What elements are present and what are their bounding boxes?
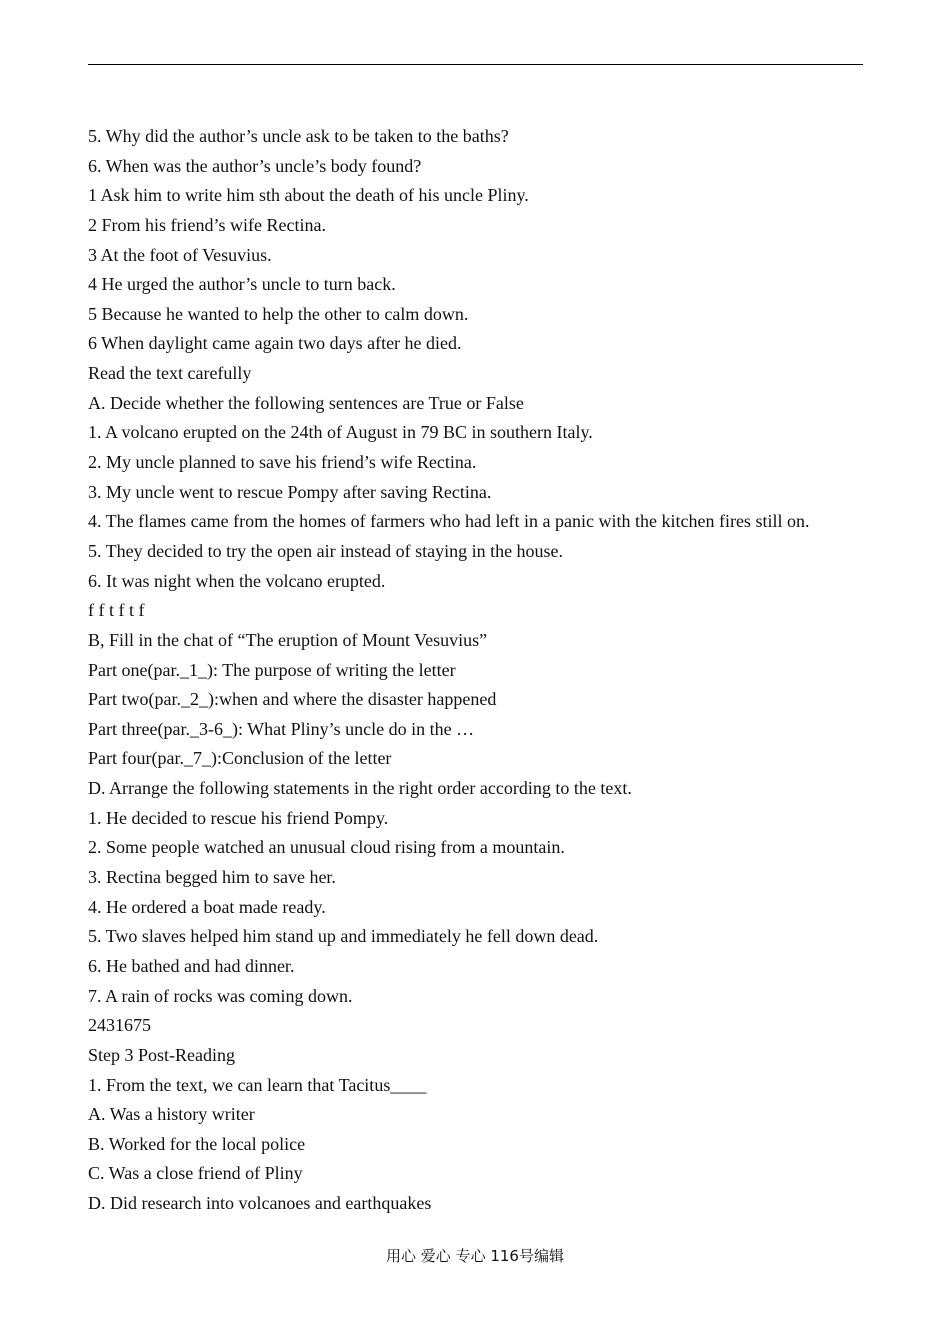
text-line: 5. Why did the author’s uncle ask to be taken to the baths? [88,126,509,146]
option-line: C. Was a close friend of Pliny [88,1163,303,1184]
text-line: 2 From his friend’s wife Rectina. [88,214,326,235]
text-line: 4. He ordered a boat made ready. [88,896,326,917]
text-line: Part four(par._7_):Conclusion of the letter [88,748,392,769]
answer-line: f f t f t f [88,600,145,621]
question-line: 1. From the text, we can learn that Tacitus____ [88,1074,427,1095]
text-line: 6 When daylight came again two days after he died. [88,333,462,354]
text-line: 5 Because he wanted to help the other to calm down. [88,303,469,324]
text-line: Part one(par._1_): The purpose of writing the letter [88,659,456,680]
section-heading: D. Arrange the following statements in the right order according to the text. [88,778,632,799]
option-line: D. Did research into volcanoes and earthquakes [88,1193,432,1214]
text-line: 2. My uncle planned to save his friend’s wife Rectina. [88,452,477,473]
text-line: 3. My uncle went to rescue Pompy after saving Rectina. [88,481,492,502]
text-line: 3. Rectina begged him to save her. [88,867,336,888]
section-heading: A. Decide whether the following sentences are True or False [88,392,524,413]
option-line: B. Worked for the local police [88,1133,306,1154]
text-line: 1 Ask him to write him sth about the death of his uncle Pliny. [88,185,529,206]
text-line: 6. He bathed and had dinner. [88,955,295,976]
document-body [88,122,878,1219]
text-line: 6. It was night when the volcano erupted. [88,570,386,591]
section-heading: Step 3 Post-Reading [88,1044,235,1065]
text-line: 1. He decided to rescue his friend Pompy. [88,807,389,828]
text-line: 5. They decided to try the open air instead of staying in the house. [88,540,564,561]
text-line: 1. A volcano erupted on the 24th of August in 79 BC in southern Italy. [88,422,593,443]
section-heading: B, Fill in the chat of “The eruption of Mount Vesuvius” [88,629,488,650]
header-rule [88,64,863,65]
page-footer: 用心 爱心 专心 116号编辑 [386,1247,564,1265]
text-line: Part three(par._3-6_): What Pliny’s uncle do in the … [88,718,475,739]
text-line: 4 He urged the author’s uncle to turn back. [88,274,396,295]
text-line: 4. The flames came from the homes of farmers who had left in a panic with the kitchen fires still on. [88,511,810,532]
text-line: 3 At the foot of Vesuvius. [88,244,272,265]
option-line: A. Was a history writer [88,1104,255,1125]
answer-line: 2431675 [88,1015,151,1036]
text-line: 7. A rain of rocks was coming down. [88,985,353,1006]
text-line: Part two(par._2_):when and where the disaster happened [88,689,497,710]
text-line: 2. Some people watched an unusual cloud rising from a mountain. [88,837,565,858]
text-line: 5. Two slaves helped him stand up and immediately he fell down dead. [88,926,599,947]
section-heading: Read the text carefully [88,363,252,384]
text-line: 6. When was the author’s uncle’s body found? [88,155,422,176]
